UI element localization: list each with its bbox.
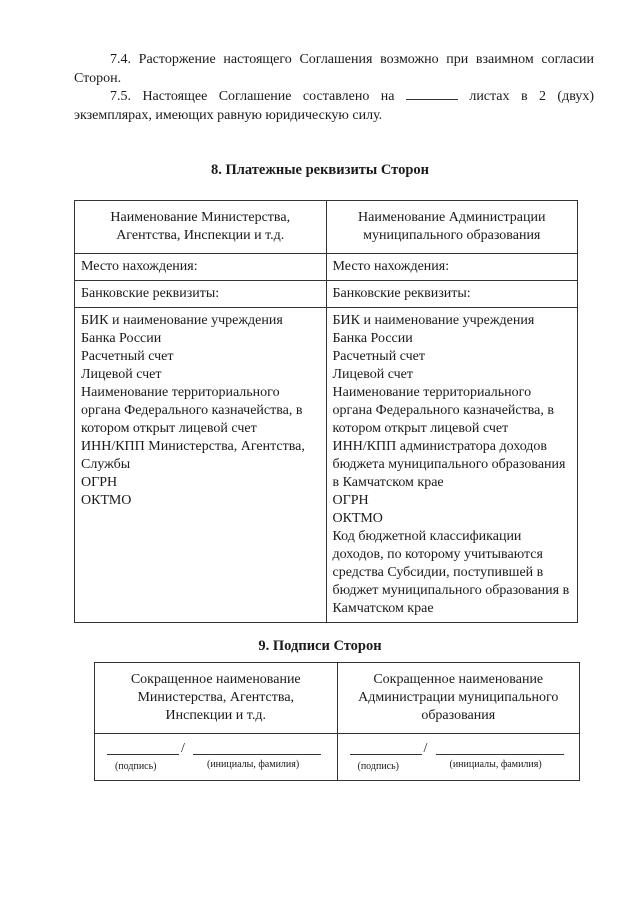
list-item: Наименование территориального органа Федерального казначейства, в котором открыт лицевой счет (332, 385, 554, 436)
signature-field (107, 741, 323, 776)
list-item: Код бюджетной классификации доходов, по которому учитываются средства Субсидии, поступившей в бюджет муниципального образования в Камчатском крае (332, 529, 570, 616)
list-item: БИК и наименование учреждения (332, 313, 535, 328)
signature-field (350, 741, 566, 776)
payment-details-table (74, 200, 578, 623)
initials-line (193, 754, 321, 755)
signatures-table (94, 662, 580, 781)
ministry-short-name-header: Сокращенное наименование Министерства, Агентства, Инспекции и т.д. (95, 663, 338, 734)
list-item: Наименование территориального органа Федерального казначейства, в котором открыт лицевой счет (81, 385, 303, 436)
administration-location-label: Место нахождения: (326, 254, 578, 281)
ministry-header: Наименование Министерства, Агентства, Инспекции и т.д. (75, 201, 327, 254)
signature-line (107, 754, 179, 755)
list-item: ОКТМО (81, 493, 132, 508)
ministry-location-label: Место нахождения: (75, 254, 327, 281)
paragraph-text-before: Настоящее Соглашение составлено на (142, 89, 395, 104)
list-item: ИНН/КПП Министерства, Агентства, Службы (81, 439, 305, 472)
administration-bank-label: Банковские реквизиты: (326, 281, 578, 308)
signature-slash: / (181, 741, 185, 756)
list-item: Банка России (81, 331, 162, 346)
sheets-count-blank (406, 87, 458, 100)
initials-line (436, 754, 564, 755)
list-item: Расчетный счет (332, 349, 426, 364)
section-8-title: 8. Платежные реквизиты Сторон (210, 162, 430, 178)
administration-details-list (326, 308, 578, 623)
list-item: Лицевой счет (332, 367, 414, 382)
signature-line (350, 754, 422, 755)
ministry-signature-cell (95, 734, 338, 781)
list-item: ОКТМО (332, 511, 383, 526)
list-item: ОГРН (332, 493, 369, 508)
list-item: Расчетный счет (81, 349, 174, 364)
paragraph-7-4 (74, 50, 594, 88)
paragraph-7-5 (74, 87, 594, 125)
list-item: Банка России (332, 331, 413, 346)
paragraph-number: 7.4. (110, 52, 131, 67)
initials-caption: (инициалы, фамилия) (207, 759, 300, 770)
paragraph-text-after: листах в 2 (двух) экземплярах, имеющих равную юридическую силу. (74, 89, 595, 123)
signature-caption: (подпись) (115, 761, 157, 772)
list-item: ОГРН (81, 475, 118, 490)
list-item: БИК и наименование учреждения (81, 313, 283, 328)
section-9-title: 9. Подписи Сторон (258, 638, 382, 654)
administration-short-name-header: Сокращенное наименование Администрации муниципального образования (337, 663, 580, 734)
administration-header: Наименование Администрации муниципального образования (326, 201, 578, 254)
signature-caption: (подпись) (357, 761, 400, 772)
administration-signature-cell (337, 734, 580, 781)
paragraph-number: 7.5. (110, 89, 131, 104)
list-item: ИНН/КПП администратора доходов бюджета муниципального образования в Камчатском крае (332, 439, 566, 490)
ministry-bank-label: Банковские реквизиты: (75, 281, 327, 308)
initials-caption: (инициалы, фамилия) (449, 759, 542, 770)
signature-slash: / (423, 741, 428, 756)
ministry-details-list (75, 308, 327, 623)
list-item: Лицевой счет (81, 367, 162, 382)
paragraph-text: Расторжение настоящего Соглашения возможно при взаимном согласии Сторон. (74, 52, 595, 86)
